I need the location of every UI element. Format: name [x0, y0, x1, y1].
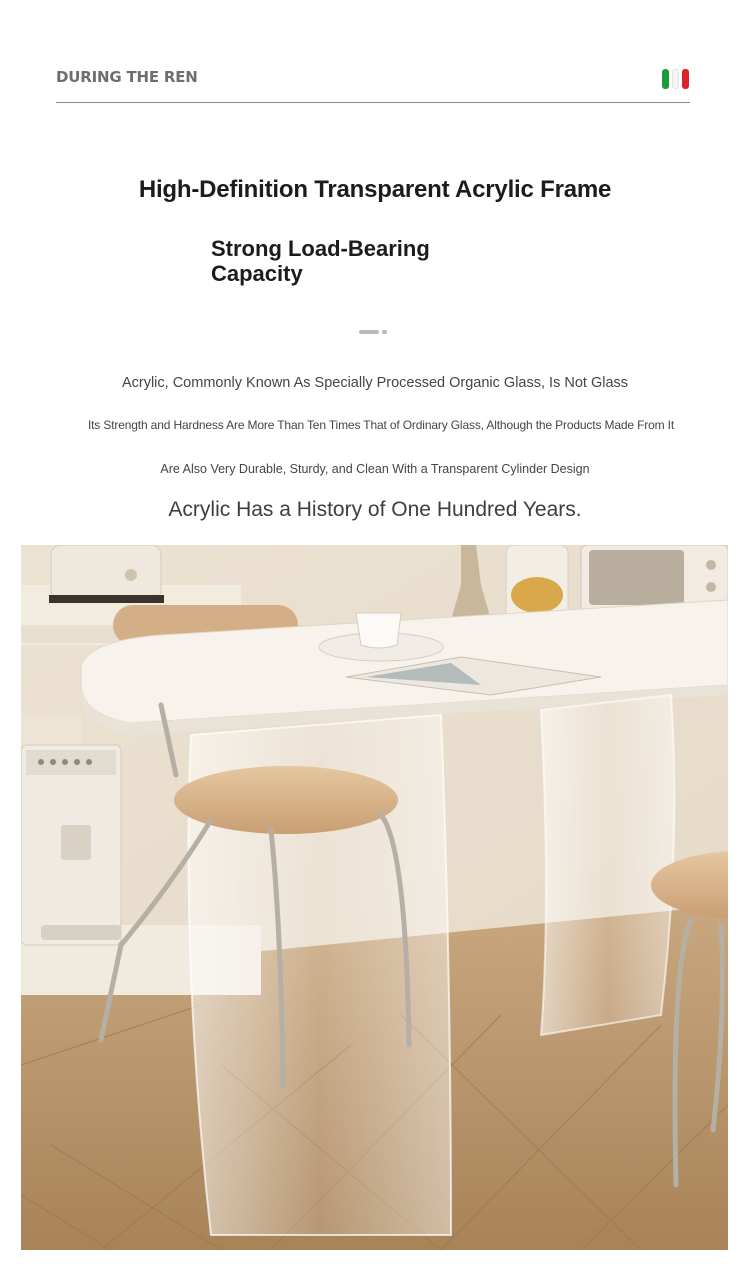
flag-stripe-white [672, 69, 679, 89]
headline-title: High-Definition Transparent Acrylic Frame [138, 176, 612, 203]
history-tagline: Acrylic Has a History of One Hundred Years. [168, 498, 582, 521]
flag-stripe-red [682, 69, 689, 89]
page-header [56, 66, 690, 104]
description-line-2: Its Strength and Hardness Are More Than Ten Times That of Ordinary Glass, Although the Products Made From It [87, 418, 675, 432]
description-line-3: Are Also Very Durable, Sturdy, and Clean With a Transparent Cylinder Design [160, 462, 590, 476]
section-divider-mark [359, 330, 389, 334]
headline-subtitle [211, 236, 541, 286]
product-photo [21, 545, 728, 1250]
subtitle-line-2: Capacity [211, 261, 303, 286]
description-line-1: Acrylic, Commonly Known As Specially Processed Organic Glass, Is Not Glass [121, 375, 629, 391]
header-divider [56, 102, 690, 103]
italy-flag-icon [662, 69, 690, 89]
acrylic-table-illustration [21, 545, 728, 1250]
flag-stripe-green [662, 69, 669, 89]
brand-name: DURING THE REN [56, 68, 198, 86]
subtitle-line-1: Strong Load-Bearing [211, 236, 430, 261]
